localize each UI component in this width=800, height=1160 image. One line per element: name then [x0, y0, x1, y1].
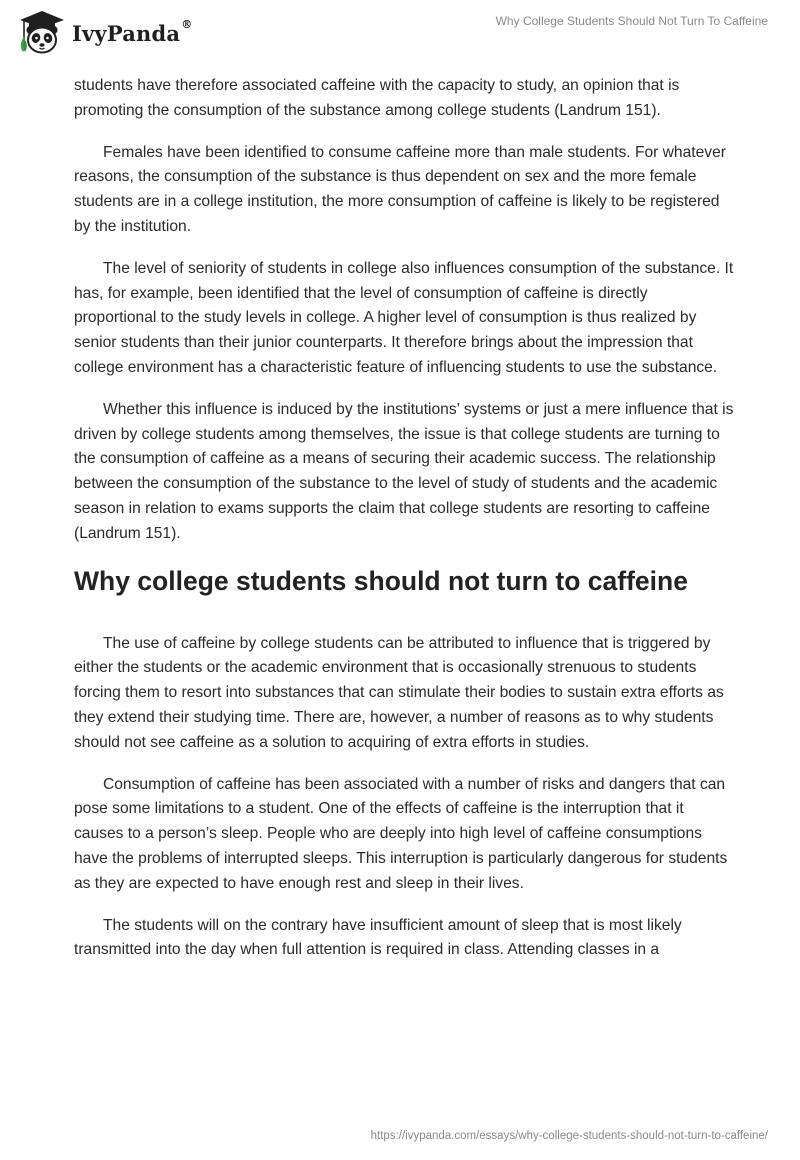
paragraph: Whether this influence is induced by the institutions’ systems or just a mere influence that is driven by college students among themselves, the issue is that college students are turning to the consumption of caffeine as a means of securing their academic success. The relationship between the consumption of the substance to the level of study of students and the academic season in relation to exams supports the claim that college students are resorting to caffeine (Landrum 151). [74, 400, 734, 542]
paragraph: students have therefore associated caffeine with the capacity to study, an opinion that is promoting the consumption of the substance among college students (Landrum 151). [74, 77, 680, 119]
ivypanda-logo[interactable] [14, 8, 192, 56]
brand-name: IvyPanda® [72, 17, 193, 46]
paragraph: The students will on the contrary have insufficient amount of sleep that is most likely transmitted into the day when full attention is required in class. Attending classes in a [74, 916, 682, 959]
panda-graduation-cap-icon [14, 8, 66, 56]
registered-mark: ® [181, 17, 193, 31]
paragraph: The level of seniority of students in college also influences consumption of the substance. It has, for example, been identified that the level of consumption of caffeine is directly proportional to the study levels in college. A higher level of consumption is thus realized by senior students than their junior counterparts. It therefore brings about the impression that college environment has a characteristic feature of influencing students to use the substance. [74, 259, 734, 376]
source-url-link[interactable]: https://ivypanda.com/essays/why-college-students-should-not-turn-to-caffeine/ [370, 1130, 768, 1142]
paragraph: Consumption of caffeine has been associated with a number of risks and dangers that can pose some limitations to a student. One of the effects of caffeine is the interruption that it causes to a person’s sleep. People who are deeply into high level of caffeine consumptions have the problems of interrupted sleeps. This interruption is particularly dangerous for students as they are expected to have enough rest and sleep in their lives. [74, 775, 728, 892]
paragraph: The use of caffeine by college students can be attributed to influence that is triggered by either the students or the academic environment that is occasionally strenuous to students forcing them to resort into substances that can stimulate their bodies to sustain extra efforts as they extend their studying time. There are, however, a number of reasons as to why students should not see caffeine as a solution to acquiring of extra efforts in studies. [74, 634, 724, 751]
page-header [0, 0, 800, 72]
essay-body [74, 74, 734, 980]
document-title: Why College Students Should Not Turn To Caffeine [495, 14, 768, 28]
paragraph: Females have been identified to consume caffeine more than male students. For whatever reasons, the consumption of the substance is thus dependent on sex and the more female students are in a college institution, the more consumption of caffeine is likely to be registered by the institution. [74, 143, 726, 235]
section-heading: Why college students should not turn to caffeine [74, 565, 688, 596]
